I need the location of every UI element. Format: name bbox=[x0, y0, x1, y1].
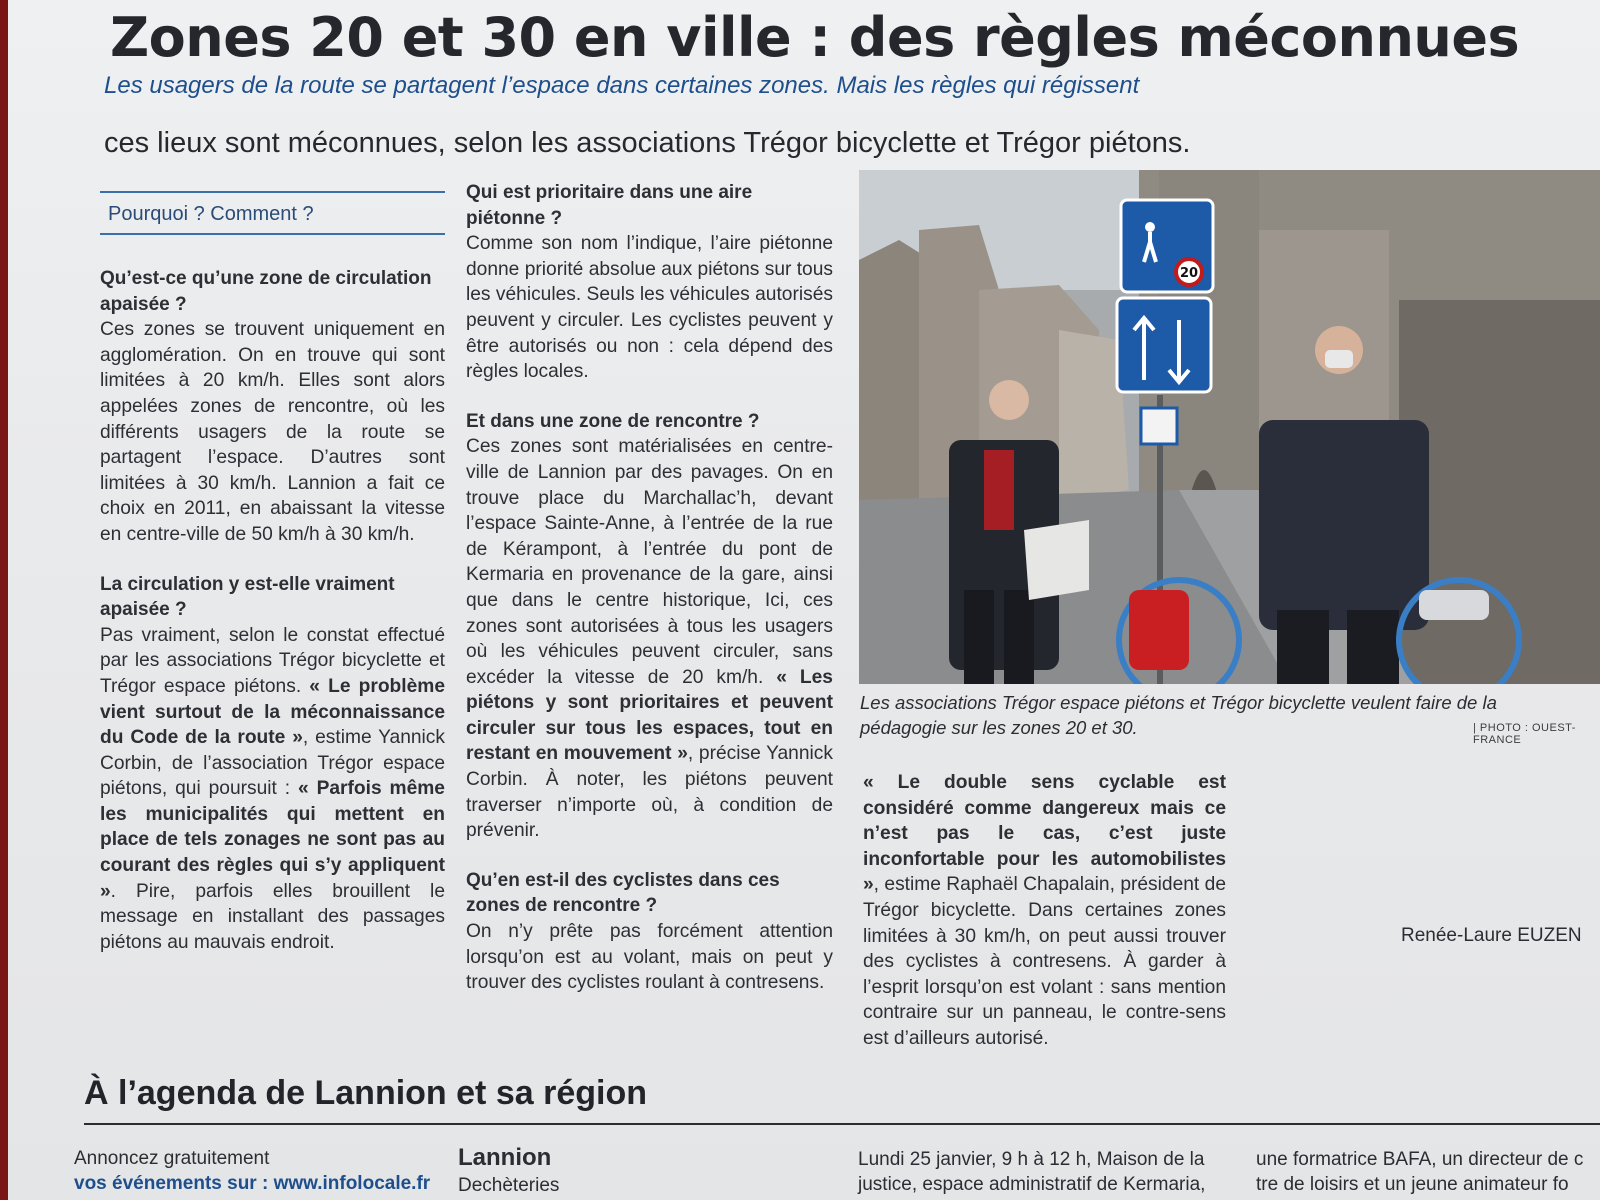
column-3 bbox=[863, 770, 1226, 1052]
agenda-title: À l’agenda de Lannion et sa région bbox=[84, 1074, 647, 1112]
section-text: Pas vraiment, selon le constat effectué par les associations Trégor bicyclette et Trégor espace piétons. « Le problème vient surtout de la méconnaissance du Code de la route », estime Yannick Corbin, de l’association Trégor espace piétons, qui poursuit : « Parfois même les municipalités qui mettent en place de tels zonages ne sont pas au courant des règles qui s’y appliquent ». Pire, parfois elles brouillent le message en installant des passages piétons au mauvais endroit. bbox=[100, 624, 445, 953]
section-text: On n’y prête pas forcément attention lorsqu’on est au volant, mais on peut y trouver des cyclistes roulant à contresens. bbox=[466, 921, 833, 994]
agenda-col3-line-2: justice, espace administratif de Kermaria, bbox=[858, 1174, 1206, 1195]
photo-illustration bbox=[859, 170, 1600, 684]
agenda-col4-line-2: tre de loisirs et un jeune animateur fo bbox=[1256, 1174, 1569, 1195]
quote: « Les piétons y sont prioritaires et peuvent circuler sur tous les espaces, tout en restant en mouvement » bbox=[466, 666, 833, 765]
photo-caption: Les associations Trégor espace piétons et Trégor bicyclette veulent faire de la pédagogie sur les zones 20 et 30. bbox=[860, 692, 1497, 738]
headline: Zones 20 et 30 en ville : des règles méconnues bbox=[110, 6, 1520, 69]
section-text: Ces zones sont matérialisées en centre-ville de Lannion par des pavages. On en trouve place du Marchallac’h, devant l’espace Sainte-Anne, à l’entrée de la rue de Kérampont, à l’entrée du pont de Kermaria en provenance de la gare, ainsi que dans le centre historique, Ici, ces zones sont autorisées à tous les usagers où les véhicules peuvent circuler, sans excéder la vitesse de 20 km/h. « Les piétons y sont prioritaires et peuvent circuler sur tous les espaces, tout en restant en mouvement », précise Yannick Corbin. À noter, les piétons peuvent traverser n’importe où, à condition de prévenir. bbox=[466, 436, 833, 842]
lede-line-2: ces lieux sont méconnues, selon les associations Trégor bicyclette et Trégor piétons. bbox=[104, 127, 1191, 159]
box-title: Pourquoi ? Comment ? bbox=[108, 203, 314, 225]
speed-sign-number: 20 bbox=[1179, 266, 1199, 281]
photo-credit: | PHOTO : OUEST-FRANCE bbox=[1473, 722, 1576, 746]
section-question: La circulation y est-elle vraiment apaisée ? bbox=[100, 573, 395, 621]
column-2 bbox=[466, 180, 833, 996]
quote: « Parfois même les municipalités qui mettent en place de tels zonages ne sont pas au courant des règles qui s’y appliquent » bbox=[100, 778, 445, 902]
lede-line-1: Les usagers de la route se partagent l’espace dans certaines zones. Mais les règles qui régissent bbox=[104, 72, 1140, 99]
section-text: Ces zones se trouvent uniquement en agglomération. On en trouve qui sont limitées à 20 km/h. Elles sont alors appelées zones de rencontre, où les différents usagers de la route se partagent l’espace. D’autres sont limitées à 30 km/h. Lannion a fait ce choix en 2011, en abaissant la vitesse en centre-ville de 50 km/h à 30 km/h. bbox=[100, 319, 445, 545]
section-text: Comme son nom l’indique, l’aire piétonne donne priorité absolue aux piétons sur tous les véhicules. Seuls les véhicules autorisés peuvent y circuler. Les cyclistes peuvent y être autorisés ou non : cela dépend des règles locales. bbox=[466, 233, 833, 383]
section-question: Qui est prioritaire dans une aire piétonne ? bbox=[466, 182, 753, 229]
column-1 bbox=[100, 266, 445, 955]
section-text-continued: « Le double sens cyclable est considéré comme dangereux mais ce n’est pas le cas, c’est juste inconfortable pour les automobilistes », estime Raphaël Chapalain, président de Trégor bicyclette. Dans certaines zones limitées à 30 km/h, on peut aussi trouver des cyclistes à contresens. À garder à l’esprit lorsqu’on est volant : sans mention contraire sur un panneau, le contre-sens est d’ailleurs autorisé. bbox=[863, 772, 1226, 1049]
author-signature: Renée-Laure EUZEN bbox=[1401, 925, 1582, 946]
article-photo bbox=[859, 170, 1600, 684]
infolocale-link[interactable]: vos événements sur : www.infolocale.fr bbox=[74, 1173, 431, 1194]
newspaper-page bbox=[8, 0, 1600, 1200]
box-bottom-rule bbox=[100, 233, 445, 235]
section-question: Qu’est-ce qu’une zone de circulation apaisée ? bbox=[100, 268, 432, 315]
agenda-col4-line-1: une formatrice BAFA, un directeur de c bbox=[1256, 1149, 1584, 1170]
box-top-rule bbox=[100, 191, 445, 193]
agenda-subhead: Dechèteries bbox=[458, 1175, 560, 1196]
section-question: Qu’en est-il des cyclistes dans ces zones de rencontre ? bbox=[466, 869, 780, 917]
agenda-town: Lannion bbox=[458, 1144, 552, 1171]
agenda-announce-line-1: Annoncez gratuitement bbox=[74, 1148, 270, 1169]
agenda-col3-line-1: Lundi 25 janvier, 9 h à 12 h, Maison de la bbox=[858, 1149, 1205, 1170]
quote: « Le problème vient surtout de la méconnaissance du Code de la route » bbox=[100, 675, 445, 749]
agenda-rule bbox=[84, 1123, 1600, 1125]
section-question: Et dans une zone de rencontre ? bbox=[466, 410, 760, 432]
quote: « Le double sens cyclable est considéré comme dangereux mais ce n’est pas le cas, c’est juste inconfortable pour les automobilistes » bbox=[863, 772, 1226, 896]
page-edge bbox=[0, 0, 8, 1200]
